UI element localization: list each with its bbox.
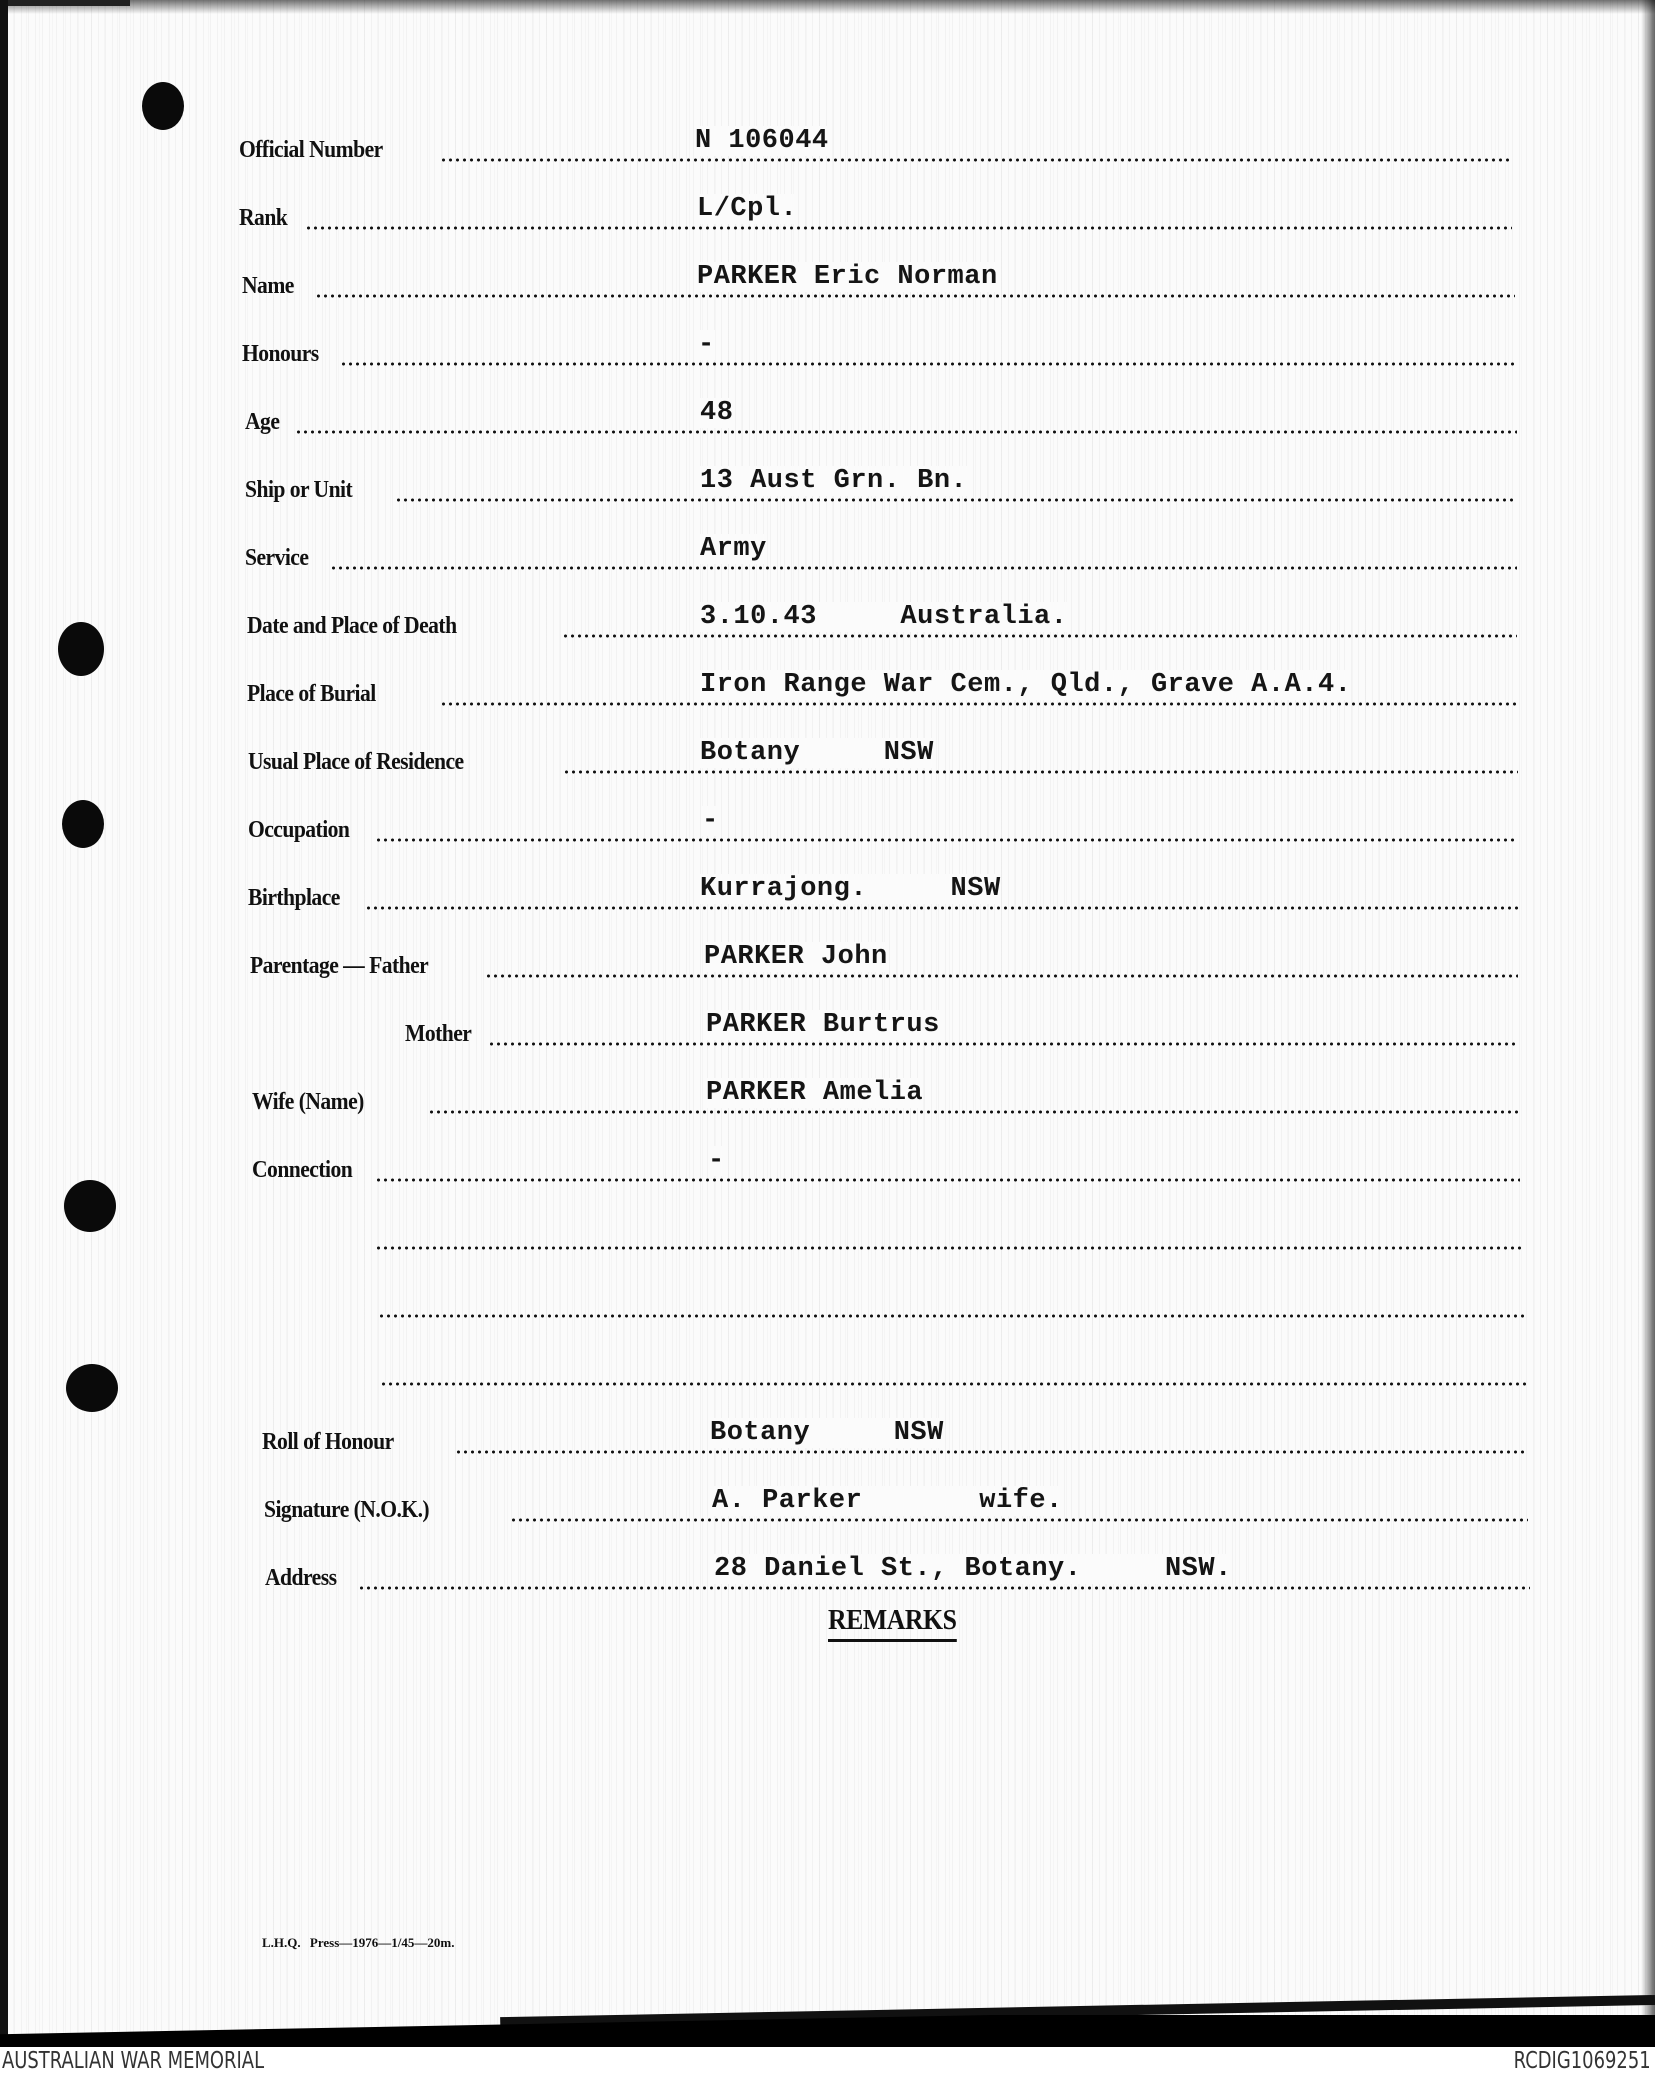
dotted-line [365, 906, 1518, 910]
field-rank [0, 176, 1655, 236]
field-label: Wife (Name) [252, 1089, 364, 1115]
field-value: 3.10.43 Australia. [700, 602, 1068, 632]
blank-line [0, 1196, 1655, 1256]
record-id-caption: RCDIG1069251 [1513, 2048, 1651, 2074]
blank-line [0, 1264, 1655, 1324]
field-place-of-burial [0, 652, 1655, 712]
field-label: Mother [405, 1021, 472, 1047]
field-value: A. Parker wife. [712, 1486, 1063, 1516]
scan-corner-shadow [0, 0, 130, 6]
field-ship-or-unit [0, 448, 1655, 508]
field-label: Service [245, 545, 309, 571]
dotted-line [563, 770, 1518, 774]
field-value: - [702, 806, 719, 836]
dotted-line [455, 1450, 1525, 1454]
field-label: Roll of Honour [262, 1429, 394, 1455]
dotted-line [440, 158, 1512, 162]
dotted-line [330, 566, 1517, 570]
field-label: Address [265, 1565, 337, 1591]
dotted-line [305, 226, 1512, 230]
field-parentage-father [0, 924, 1655, 984]
dotted-line [380, 1382, 1526, 1386]
field-value: PARKER Amelia [706, 1078, 924, 1108]
field-label: Occupation [248, 817, 350, 843]
field-label: Signature (N.O.K.) [264, 1497, 430, 1523]
field-date-place-of-death [0, 584, 1655, 644]
field-address [0, 1536, 1655, 1596]
dotted-line [295, 430, 1517, 434]
field-name [0, 244, 1655, 304]
remarks-heading: REMARKS [828, 1605, 956, 1642]
field-label: Date and Place of Death [247, 613, 457, 639]
field-value: 13 Aust Grn. Bn. [700, 466, 968, 496]
dotted-line [358, 1586, 1530, 1590]
field-label: Birthplace [248, 885, 340, 911]
field-label: Ship or Unit [245, 477, 353, 503]
field-value: Iron Range War Cem., Qld., Grave A.A.4. [700, 670, 1352, 700]
field-signature-nok [0, 1468, 1655, 1528]
field-label: Usual Place of Residence [248, 749, 464, 775]
field-value: PARKER John [704, 942, 888, 972]
field-birthplace [0, 856, 1655, 916]
field-value: 48 [700, 398, 734, 428]
dotted-line [315, 294, 1515, 298]
field-value: Botany NSW [710, 1418, 944, 1448]
field-label: Official Number [239, 137, 383, 163]
dotted-line [378, 1314, 1524, 1318]
dotted-line [488, 1042, 1518, 1046]
field-official-number [0, 108, 1655, 168]
field-occupation [0, 788, 1655, 848]
field-value: 28 Daniel St., Botany. NSW. [714, 1554, 1232, 1584]
dotted-line [395, 498, 1517, 502]
dotted-line [562, 634, 1517, 638]
dotted-line [510, 1518, 1528, 1522]
field-value: - [708, 1146, 725, 1176]
field-parentage-mother [0, 992, 1655, 1052]
field-value: Kurrajong. NSW [700, 874, 1001, 904]
print-code: L.H.Q. Press—1976—1/45—20m. [262, 1935, 455, 1950]
field-value: PARKER Burtrus [706, 1010, 940, 1040]
field-label: Name [242, 273, 294, 299]
field-value: Botany NSW [700, 738, 934, 768]
dotted-line [428, 1110, 1520, 1114]
field-value: - [698, 330, 715, 360]
blank-line [0, 1332, 1655, 1392]
field-label: Parentage — Father [250, 953, 429, 979]
field-age [0, 380, 1655, 440]
dotted-line [340, 362, 1515, 366]
dotted-line [440, 702, 1517, 706]
field-label: Place of Burial [247, 681, 376, 707]
dotted-line [375, 838, 1518, 842]
field-connection [0, 1128, 1655, 1188]
field-service [0, 516, 1655, 576]
publisher-caption: AUSTRALIAN WAR MEMORIAL [2, 2048, 265, 2074]
field-wife-name [0, 1060, 1655, 1120]
dotted-line [375, 1246, 1522, 1250]
field-honours [0, 312, 1655, 372]
scan-bottom-shadow [0, 2015, 1655, 2047]
dotted-line [485, 974, 1518, 978]
dotted-line [375, 1178, 1520, 1182]
field-label: Age [245, 409, 280, 435]
field-value: L/Cpl. [697, 194, 798, 224]
field-value: N 106044 [695, 126, 829, 156]
field-label: Connection [252, 1157, 353, 1183]
field-value: Army [700, 534, 767, 564]
field-roll-of-honour [0, 1400, 1655, 1460]
field-label: Honours [242, 341, 319, 367]
field-usual-residence [0, 720, 1655, 780]
field-label: Rank [239, 205, 288, 231]
scan-top-shadow [0, 0, 1655, 14]
field-value: PARKER Eric Norman [697, 262, 998, 292]
